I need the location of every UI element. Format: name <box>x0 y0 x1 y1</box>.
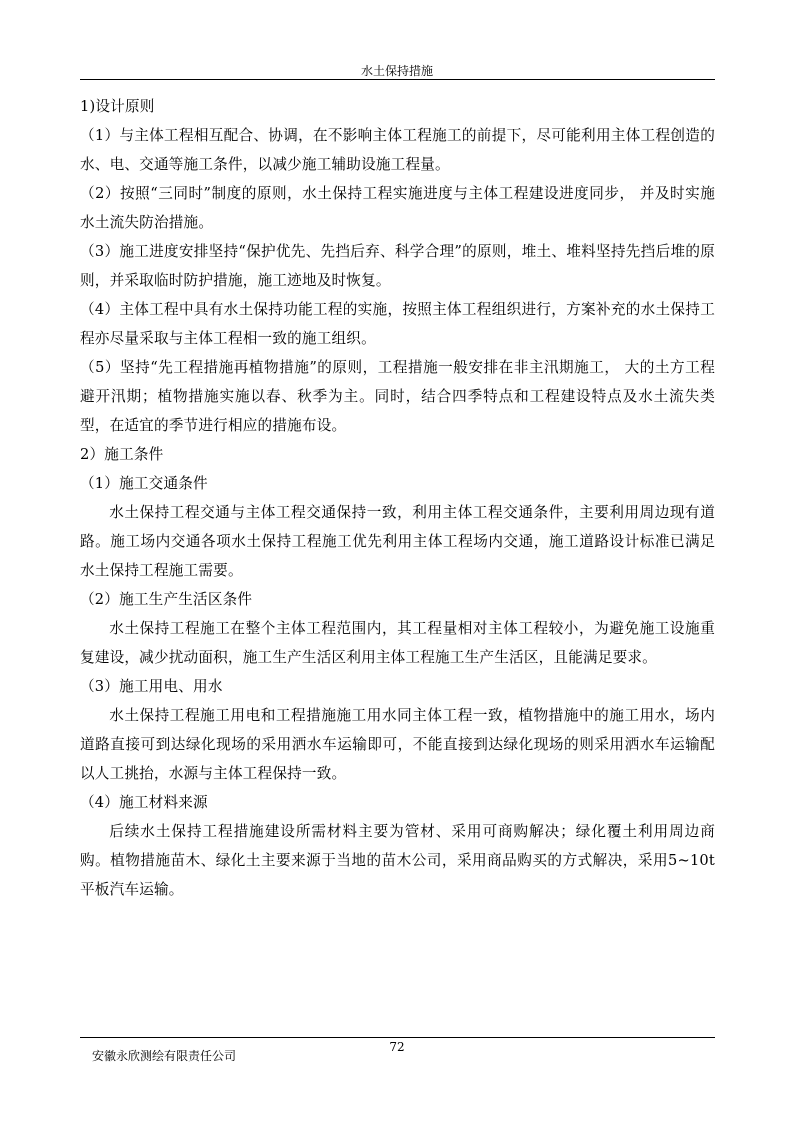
footer-company-name: 安徽永欣测绘有限责任公司 <box>92 1049 237 1063</box>
living-area-paragraph: 水土保持工程施工在整个主体工程范围内，其工程量相对主体工程较小，为避免施工设施重复建设，减少扰动面积，施工生产生活区利用主体工程施工生产生活区，且能满足要求。 <box>80 620 715 666</box>
principle-paragraph-1: （1）与主体工程相互配合、协调，在不影响主体工程施工的前提下，尽可能利用主体工程创造的水、电、交通等施工条件，以减少施工辅助设施工程量。 <box>80 127 715 173</box>
principle-paragraph-5: （5）坚持“先工程措施再植物措施”的原则，工程措施一般安排在非主汛期施工， 大的土方工程避开汛期；植物措施实施以春、秋季为主。同时，结合四季特点和工程建设特点及水土流失类型，在适宜的季节进行相应的措施布设。 <box>80 359 715 434</box>
principle-paragraph-2: （2）按照“三同时”制度的原则，水土保持工程实施进度与主体工程建设进度同步， 并及时实施水土流失防治措施。 <box>80 185 715 231</box>
material-sources-paragraph: 后续水土保持工程措施建设所需材料主要为管材、采用可商购解决；绿化覆土利用周边商购。植物措施苗木、绿化土主要来源于当地的苗木公司，采用商品购买的方式解决，采用5~10t 平板汽车运输。 <box>80 823 715 898</box>
footer-divider <box>80 1037 715 1038</box>
power-water-paragraph: 水土保持工程施工用电和工程措施施工用水同主体工程一致，植物措施中的施工用水，场内道路直接可到达绿化现场的采用洒水车运输即可，不能直接到达绿化现场的则采用洒水车运输配以人工挑抬，水源与主体工程保持一致。 <box>80 707 715 782</box>
section-heading-design-principles: 1)设计原则 <box>80 98 155 115</box>
running-header-title: 水土保持措施 <box>360 64 433 78</box>
principle-paragraph-4: （4）主体工程中具有水土保持功能工程的实施，按照主体工程组织进行，方案补充的水土保持工程亦尽量采取与主体工程相一致的施工组织。 <box>80 301 715 347</box>
subheading-material-sources: （4）施工材料来源 <box>80 794 208 811</box>
traffic-conditions-paragraph: 水土保持工程交通与主体工程交通保持一致，利用主体工程交通条件，主要利用周边现有道路。施工场内交通各项水土保持工程施工优先利用主体工程场内交通，施工道路设计标准已满足水土保持工程施工需要。 <box>80 504 715 579</box>
page-number: 72 <box>389 1040 405 1054</box>
principle-paragraph-3: （3）施工进度安排坚持“保护优先、先挡后弃、科学合理”的原则，堆土、堆料坚持先挡后堆的原则，并采取临时防护措施，施工迹地及时恢复。 <box>80 243 715 289</box>
subheading-power-water: （3）施工用电、用水 <box>80 678 223 695</box>
section-heading-construction-conditions: 2）施工条件 <box>80 446 164 463</box>
header-divider <box>80 79 715 80</box>
subheading-living-area-conditions: （2）施工生产生活区条件 <box>80 591 253 608</box>
subheading-traffic-conditions: （1）施工交通条件 <box>80 475 208 492</box>
document-body <box>80 92 715 904</box>
